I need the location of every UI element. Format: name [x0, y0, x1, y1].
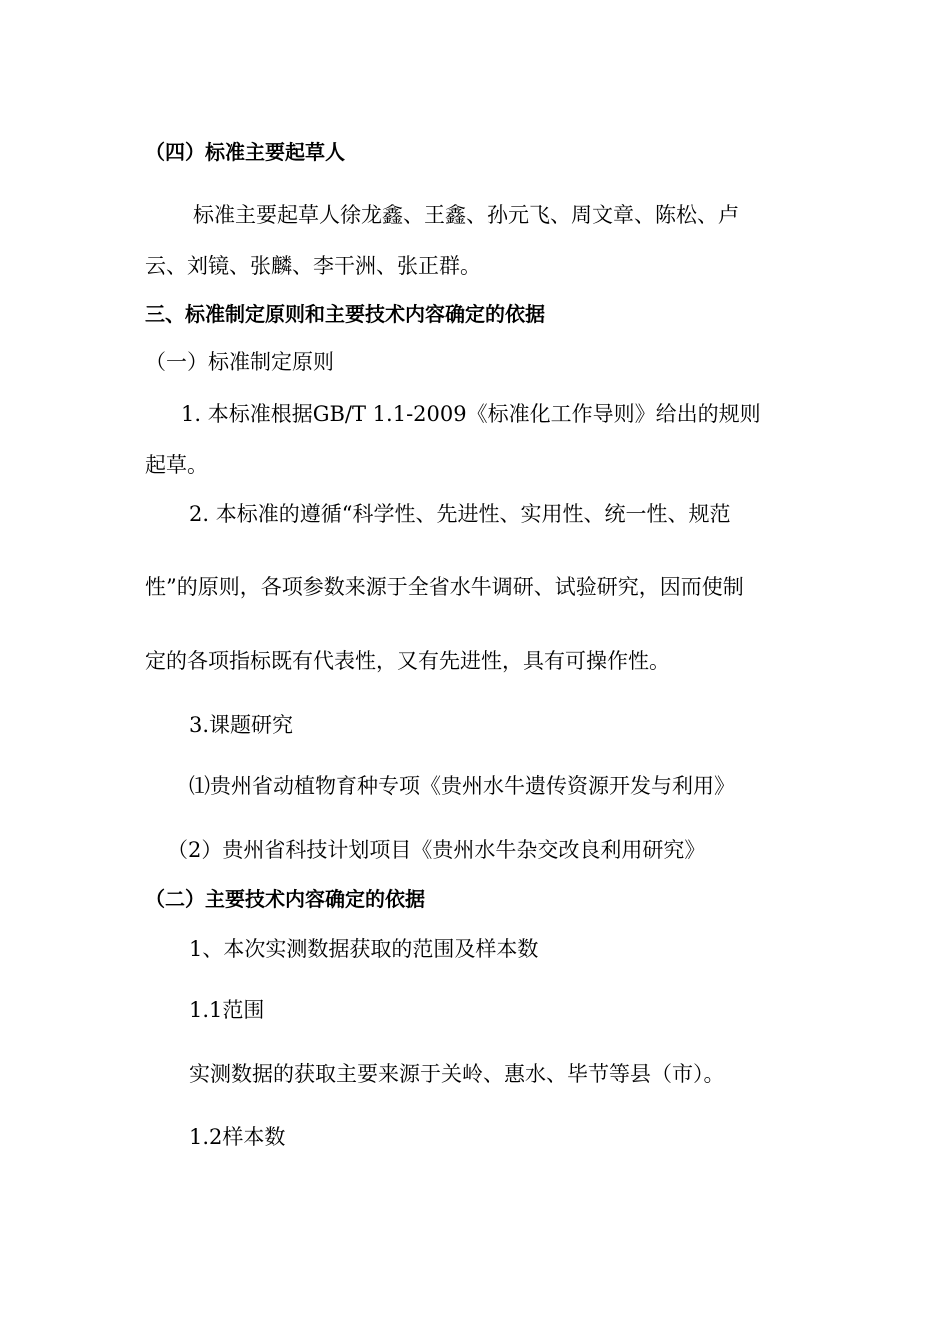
section4-heading: （四）标准主要起草人 [145, 140, 345, 164]
item2-line3: 定的各项指标既有代表性，又有先进性，具有可操作性。 [145, 649, 670, 673]
sub1-heading: （一）标准制定原则 [145, 350, 334, 374]
item2-line2: 性”的原则，各项参数来源于全省水牛调研、试验研究，因而使制 [145, 575, 744, 599]
item3-heading: 3.课题研究 [189, 713, 294, 737]
item2-line1: 2. 本标准的遵循“科学性、先进性、实用性、统一性、规范 [189, 502, 731, 526]
item1-line2: 起草。 [145, 453, 208, 477]
project2: （2）贵州省科技计划项目《贵州水牛杂交改良利用研究》 [167, 838, 706, 862]
drafters-paragraph-line1: 标准主要起草人徐龙鑫、王鑫、孙元飞、周文章、陈松、卢 [193, 203, 739, 227]
project1: ⑴贵州省动植物育种专项《贵州水牛遗传资源开发与利用》 [189, 774, 735, 798]
part3-heading: 三、标准制定原则和主要技术内容确定的依据 [145, 302, 545, 326]
data-item1: 1、本次实测数据获取的范围及样本数 [189, 937, 539, 961]
data-item1-1: 1.1范围 [189, 998, 265, 1022]
sub2-heading: （二）主要技术内容确定的依据 [145, 887, 425, 911]
drafters-paragraph-line2: 云、刘镜、张麟、李干洲、张正群。 [145, 254, 481, 278]
data-item1-2: 1.2样本数 [189, 1125, 286, 1149]
data-scope: 实测数据的获取主要来源于关岭、惠水、毕节等县（市）。 [189, 1062, 725, 1086]
item1-line1: 1. 本标准根据GB/T 1.1-2009《标准化工作导则》给出的规则 [181, 402, 761, 426]
